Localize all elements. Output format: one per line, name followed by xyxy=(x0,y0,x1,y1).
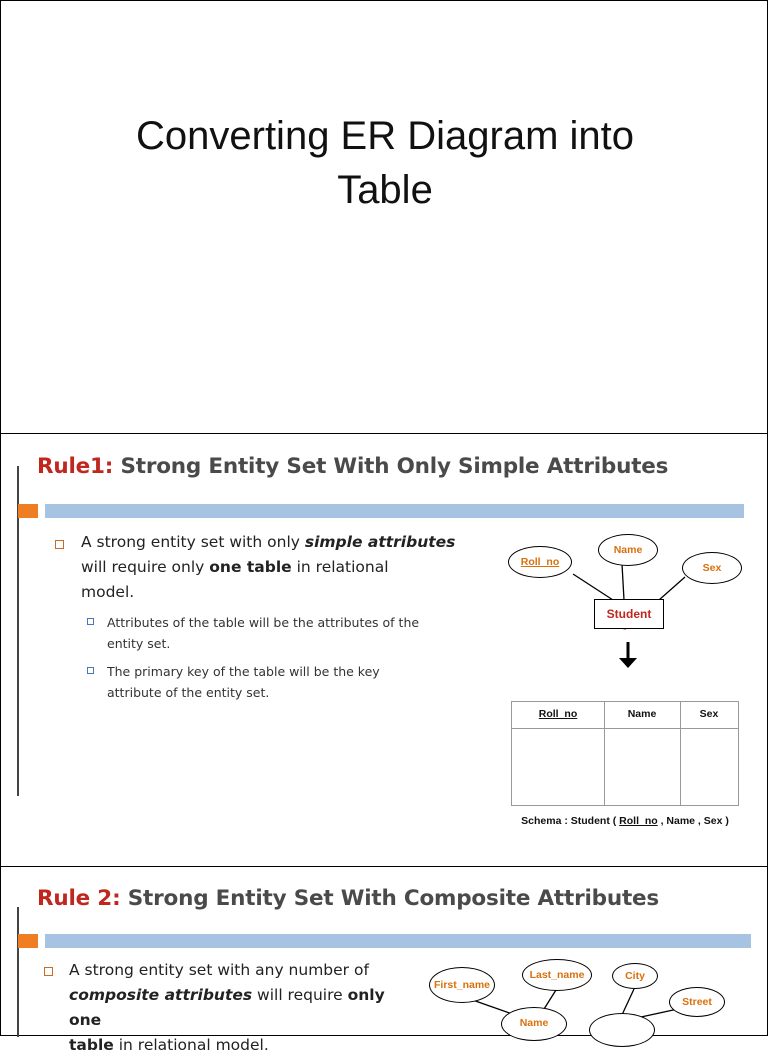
rule2-title-text: Strong Entity Set With Composite Attributes xyxy=(120,886,660,911)
text-line: attribute of the entity set. xyxy=(107,685,270,700)
bold-table: table xyxy=(69,1036,114,1054)
attr-first-name-ellipse: First_name xyxy=(429,967,495,1003)
table-header-name: Name xyxy=(627,708,657,720)
text-span: will require only xyxy=(81,558,210,576)
text-line: Attributes of the table will be the attributes of the xyxy=(107,615,420,630)
rule2-colon: : xyxy=(112,886,121,911)
emphasis-composite-attributes: composite attributes xyxy=(69,986,253,1004)
attr-city-ellipse: City xyxy=(612,963,658,989)
emphasis-simple-attributes: simple attributes xyxy=(304,533,456,551)
text-span: in relational xyxy=(291,558,389,576)
text-span: , Name , Sex ) xyxy=(657,815,729,827)
title-line-1: Converting ER Diagram into xyxy=(136,114,634,158)
er-connector-lines xyxy=(1,867,769,1037)
text-line: model. xyxy=(81,583,135,601)
text-line: entity set. xyxy=(107,636,171,651)
attr-sex-ellipse: Sex xyxy=(682,552,742,584)
title-slide xyxy=(0,0,768,434)
attr-last-name-ellipse: Last_name xyxy=(522,959,592,991)
entity-student-box: Student xyxy=(594,599,664,629)
schema-caption xyxy=(511,815,739,827)
student-table xyxy=(511,701,739,806)
rule1-title-text: Strong Entity Set With Only Simple Attributes xyxy=(113,454,669,479)
text-span: will require xyxy=(252,986,348,1004)
attr-name-ellipse: Name xyxy=(501,1007,567,1041)
attr-street-ellipse: Street xyxy=(669,987,725,1017)
text-span: Schema : Student ( xyxy=(521,815,620,827)
attr-ellipse-partial xyxy=(589,1013,655,1047)
title-line-2: Table xyxy=(337,168,433,212)
table-header-roll-no: Roll_no xyxy=(538,708,578,720)
bold-only-one: only one xyxy=(69,986,385,1029)
bold-one-table: one table xyxy=(209,558,292,576)
rule1-slide xyxy=(0,433,768,867)
text-span: A strong entity set with only xyxy=(81,533,305,551)
rule2-number: Rule 2 xyxy=(37,886,113,911)
text-line: A strong entity set with any number of xyxy=(69,961,369,979)
rule1-number: Rule1 xyxy=(37,454,105,479)
slide-title xyxy=(1,109,769,217)
attr-name-ellipse: Name xyxy=(598,534,658,566)
table-header-sex: Sex xyxy=(699,708,719,720)
text-span: in relational model. xyxy=(113,1036,269,1054)
rule2-slide xyxy=(0,866,768,1054)
text-line: The primary key of the table will be the key xyxy=(107,664,380,679)
attr-roll-no-ellipse: Roll_no xyxy=(508,546,572,578)
rule1-colon: : xyxy=(104,454,114,479)
schema-key: Roll_no xyxy=(619,815,658,827)
